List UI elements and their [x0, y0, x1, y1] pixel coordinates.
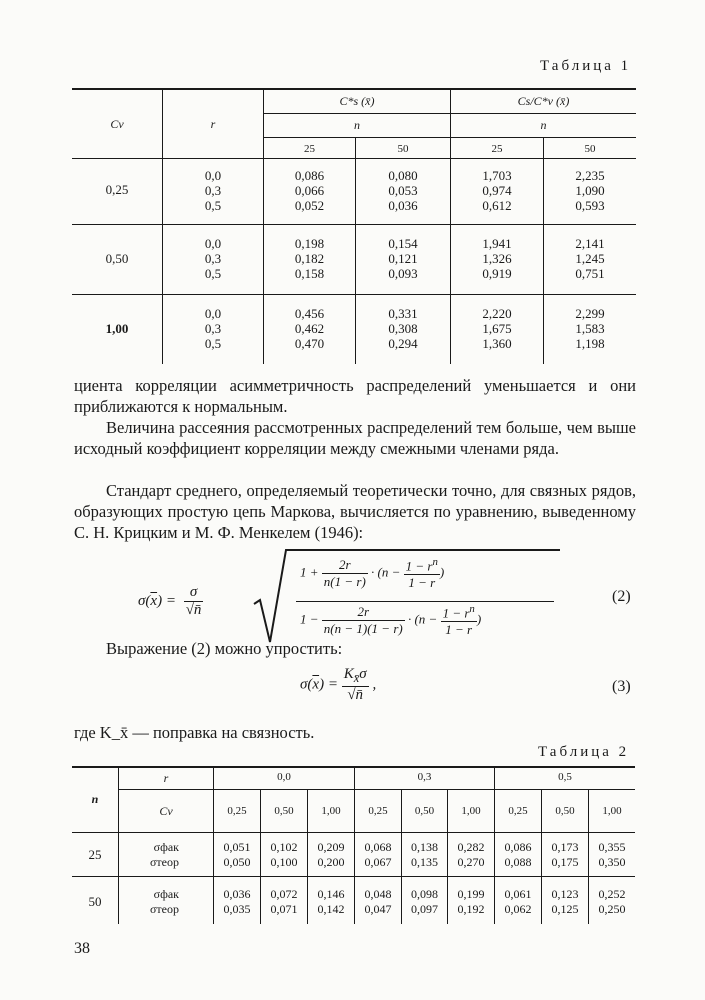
table2-value-cell: 0,072 0,071	[270, 887, 298, 916]
table2-cv-value: 0,50	[274, 805, 294, 817]
table2-cv-value: 0,25	[227, 805, 247, 817]
table2-value-cell: 0,282 0,270	[457, 840, 485, 869]
table2-cv-value: 0,50	[555, 805, 575, 817]
table2-cv-value: 0,50	[414, 805, 435, 817]
table1-value-cell: 0,456 0,462 0,470	[294, 306, 325, 351]
equation-2-fraction-bar	[296, 601, 554, 602]
table1-value-cell: 2,220 1,675 1,360	[482, 306, 512, 351]
table1-top-rule	[72, 88, 636, 90]
table2-cv-value: 1,00	[461, 805, 481, 817]
table2-header-r: r	[163, 771, 169, 785]
table1-r-cell: 0,0 0,3 0,5	[204, 168, 222, 213]
table1-header-cv: Cv	[110, 117, 124, 131]
table1-subrule	[264, 113, 636, 114]
table1-header-n: n	[540, 118, 547, 132]
paragraph-simplify: Выражение (2) можно упростить:	[106, 639, 343, 658]
table1-header-n: n	[354, 118, 360, 132]
table2-cv-value: 0,25	[508, 805, 528, 817]
table1-row-rule	[72, 294, 636, 295]
table2-value-cell: 0,173 0,175	[551, 840, 579, 869]
table2-header-cv: Cv	[159, 804, 173, 818]
table2-sigma-labels: σфак σтеор	[149, 887, 179, 916]
table1-caption: Таблица 1	[540, 58, 632, 74]
table1-header-n-value: 50	[584, 143, 596, 155]
table2-r-group: 0,0	[277, 771, 291, 783]
page-number: 38	[74, 940, 90, 957]
table1-subrule	[264, 137, 636, 138]
equation-3-number: (3)	[612, 678, 631, 695]
table2-subrule	[119, 789, 635, 790]
table2-sigma-labels: σфак σтеор	[149, 840, 179, 869]
table1-value-cell: 2,141 1,245 0,751	[575, 236, 605, 281]
table2-n-cell: 50	[88, 894, 102, 909]
table2-value-cell: 0,036 0,035	[223, 887, 251, 916]
table2-value-cell: 0,051 0,050	[223, 840, 251, 869]
table1-row-rule	[72, 224, 636, 225]
table2-cv-value: 0,25	[368, 805, 388, 817]
paragraph-standard: Стандарт среднего, определяемый теоретически точно, для связных рядов, образующих простую цепь Маркова, вычисляется по уравнению, выведенному С. Н. Крицким и М. Ф. Менкелем (1946):	[74, 481, 636, 542]
table1-header-group2: Cs/C*v (x̄)	[517, 94, 570, 108]
table1-cv-cell: 0,25	[105, 182, 129, 197]
table1-header-group1: C*s (x̄)	[339, 94, 375, 108]
table1-value-cell: 0,080 0,053 0,036	[388, 168, 418, 213]
table1-header-n-value: 25	[304, 143, 315, 155]
table2-caption: Таблица 2	[538, 744, 630, 760]
table1-value-cell: 1,941 1,326 0,919	[482, 236, 512, 281]
table1-header-r: r	[210, 117, 216, 131]
table1-header-rule	[72, 158, 636, 159]
paragraph-where: где K_x̄ — поправка на связность.	[74, 723, 315, 742]
table2-value-cell: 0,102 0,100	[270, 840, 298, 869]
table2-value-cell: 0,048 0,047	[364, 887, 392, 916]
table2-value-cell: 0,199 0,192	[457, 887, 485, 916]
table2-value-cell: 0,209 0,200	[317, 840, 345, 869]
table1-cv-cell: 0,50	[105, 251, 129, 266]
table2-value-cell: 0,355 0,350	[598, 840, 626, 869]
table1-r-cell: 0,0 0,3 0,5	[204, 236, 222, 281]
table1-value-cell: 0,154 0,121 0,093	[388, 236, 418, 281]
table2-value-cell: 0,252 0,250	[598, 887, 626, 916]
table2-value-cell: 0,098 0,097	[411, 887, 438, 916]
equation-2-denominator: 1 − $\frac{2r}{n(n - 1)(1 - r)}$ · (n − $\frac{1 - r^n}{1 - r}$ )	[300, 603, 482, 638]
equation-2-lhs: $\sigma(\overline{x})$ = $\frac{\sigma}{√n̄}$	[138, 584, 202, 618]
table1-header-n-value: 50	[397, 143, 409, 155]
table1-header-n-value: 25	[491, 143, 503, 155]
table1-value-cell: 2,235 1,090 0,593	[575, 168, 605, 213]
table2-r-group: 0,3	[417, 771, 432, 783]
equation-2-number: (2)	[612, 588, 631, 605]
table1-value-cell: 2,299 1,583 1,198	[575, 306, 605, 351]
table2-value-cell: 0,138 0,135	[411, 840, 438, 869]
paragraph-continuation: циента корреляции асимметричность распределений уменьшается и они приближаются к нормальным.	[74, 376, 636, 416]
table2-value-cell: 0,123 0,125	[551, 887, 579, 916]
table2-value-cell: 0,061 0,062	[504, 887, 532, 916]
table2-value-cell: 0,086 0,088	[504, 840, 532, 869]
table1-r-cell: 0,0 0,3 0,5	[204, 306, 222, 351]
table1-value-cell: 0,331 0,308 0,294	[388, 306, 418, 351]
table2-r-group: 0,5	[558, 771, 572, 783]
table2-cv-value: 1,00	[602, 805, 622, 817]
table2-cv-value: 1,00	[321, 805, 341, 817]
paragraph-dispersion: Величина рассеяния рассмотренных распределений тем больше, чем выше исходный коэффициент корреляции между смежными членами ряда.	[74, 418, 636, 458]
table1-cv-cell: 1,00	[105, 321, 129, 336]
table2-value-cell: 0,068 0,067	[364, 840, 392, 869]
equation-3: $\sigma(\overline{x})$ = $\frac{K_{x̄}\sigma}{√n̄}$ ,	[300, 666, 377, 703]
table1-value-cell: 0,198 0,182 0,158	[294, 236, 325, 281]
table2-n-cell: 25	[88, 847, 102, 862]
equation-2-numerator: 1 + $\frac{2r}{n(1 - r)}$ · (n − $\frac{1 - r^n}{1 - r}$ )	[300, 556, 445, 591]
table2-value-cell: 0,146 0,142	[317, 887, 345, 916]
table2-header-n: n	[91, 792, 99, 806]
table1-value-cell: 1,703 0,974 0,612	[482, 168, 512, 213]
table1-value-cell: 0,086 0,066 0,052	[294, 168, 325, 213]
